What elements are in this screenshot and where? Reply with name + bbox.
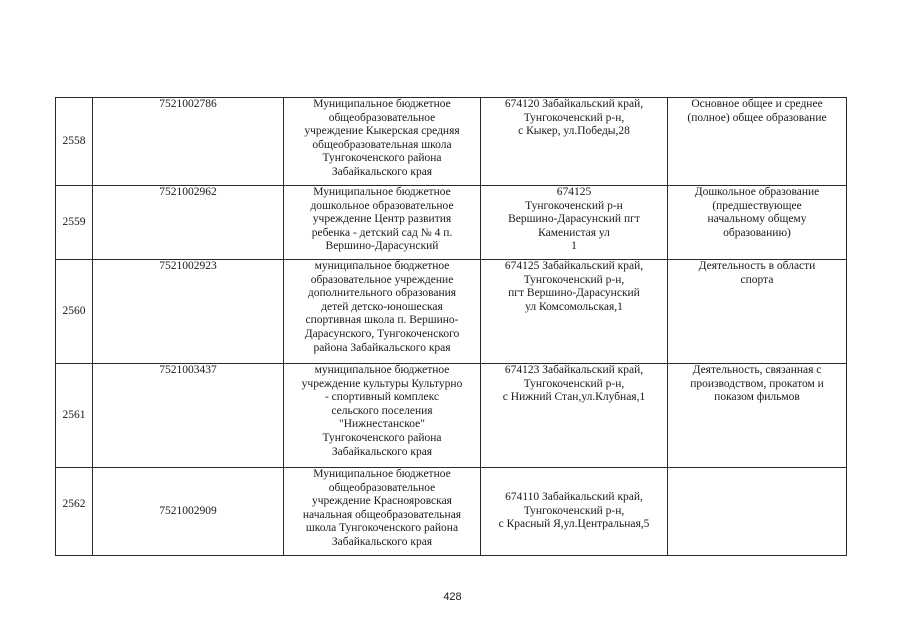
text-line: Тунгокоченский р-н, [523,273,625,286]
organization-name-cell [284,98,481,186]
inn-cell: 7521002923 [93,260,284,364]
text-line: Вершино-Дарасунский пгт [508,213,640,226]
text-line: Дарасунского, Тунгокоченского [304,327,460,340]
text-line: общеобразовательное [328,481,436,494]
row-number: 2560 [56,260,93,364]
table-row [56,468,847,556]
table-row [56,260,847,364]
address-cell [481,186,668,260]
text-line: Дошкольное образование [694,186,820,198]
table-row [56,186,847,260]
table-row [56,364,847,468]
address-cell [481,260,668,364]
inn-cell: 7521002909 [93,468,284,556]
text-line: - спортивный комплекс [324,391,440,404]
text-line: Муниципальное бюджетное [313,186,451,198]
text-line: с Нижний Стан,ул.Клубная,1 [502,391,646,404]
text-line: спорта [740,273,774,286]
text-line: 674125 [556,186,592,198]
text-line: Тунгокоченский р-н, [523,504,625,517]
text-line: производством, прокатом и [690,377,824,390]
address-cell [481,468,668,556]
address-cell [481,98,668,186]
text-line: Тунгокоченский р-н [525,199,623,212]
text-line: 674120 Забайкальский край, [504,98,644,110]
text-line: Тунгокоченского района [322,152,442,165]
activity-cell [668,186,847,260]
organization-name-cell [284,260,481,364]
activity-cell [668,260,847,364]
text-line: общеобразовательное [328,111,436,124]
row-number: 2561 [56,364,93,468]
organization-name-cell [284,468,481,556]
text-line: дошкольное образовательное [310,199,454,212]
text-line: Забайкальского края [331,445,433,458]
registry-table-body [56,98,847,556]
text-line: образовательное учреждение [310,273,454,286]
text-line: Забайкальского края [331,535,433,548]
text-line: 674125 Забайкальский край, [504,260,644,272]
text-line: Тунгокоченский р-н, [523,377,625,390]
inn-cell: 7521002786 [93,98,284,186]
text-line: Основное общее и среднее [691,98,823,110]
inn-cell: 7521003437 [93,364,284,468]
activity-cell [668,98,847,186]
text-line: Муниципальное бюджетное [313,98,451,110]
organization-name-cell [284,364,481,468]
text-line: учреждение Краснояровская [312,495,452,508]
text-line: пгт Вершино-Дарасунский [508,287,640,300]
page-number: 428 [443,591,462,603]
row-number: 2562 [56,468,93,556]
organization-name-cell [284,186,481,260]
text-line: учреждение культуры Культурно [301,377,463,390]
text-line: начальному общему [707,213,807,226]
text-line: Муниципальное бюджетное [313,468,451,480]
text-line: школа Тунгокоченского района [305,522,459,535]
inn-cell: 7521002962 [93,186,284,260]
activity-cell [668,468,847,556]
text-line: с Красный Я,ул.Центральная,5 [498,518,650,531]
text-line: учреждение Центр развития [312,213,452,226]
text-line: с Кыкер, ул.Победы,28 [518,125,630,138]
text-line: начальная общеобразовательная [302,508,462,521]
text-line: 1 [571,240,577,253]
text-line: сельского поселения [331,404,433,417]
row-number: 2559 [56,186,93,260]
text-line: ребенка - детский сад № 4 п. [311,226,453,239]
table-row [56,98,847,186]
text-line: Каменистая ул [538,226,610,239]
text-line: муниципальное бюджетное [314,364,450,376]
text-line: Вершино-Дарасунский [325,240,439,253]
text-line: учреждение Кыкерская средняя [304,125,460,138]
text-line: Забайкальского края [331,165,433,178]
text-line: (полное) общее образование [687,111,827,124]
text-line: ул Комсомольская,1 [525,300,623,313]
text-line: образованию) [723,226,791,239]
text-line: детей детско-юношеская [321,300,443,313]
text-line: Тунгокоченского района [322,431,442,444]
text-line: муниципальное бюджетное [314,260,450,272]
text-line: "Нижнестанское" [339,418,425,431]
text-line: общеобразовательная школа [312,138,452,151]
text-line: 674110 Забайкальский край, [505,491,643,504]
text-line: спортивная школа п. Вершино- [305,314,459,327]
text-line: Деятельность в области [698,260,816,272]
text-line: дополнительного образования [307,287,457,300]
text-line: района Забайкальского края [313,341,451,354]
text-line: 674123 Забайкальский край, [504,364,644,376]
text-line: (предшествующее [712,199,802,212]
text-line: Тунгокоченский р-н, [523,111,625,124]
text-line: показом фильмов [714,391,800,404]
row-number: 2558 [56,98,93,186]
address-cell [481,364,668,468]
activity-cell [668,364,847,468]
registry-table [55,97,847,556]
text-line: Деятельность, связанная с [692,364,822,376]
